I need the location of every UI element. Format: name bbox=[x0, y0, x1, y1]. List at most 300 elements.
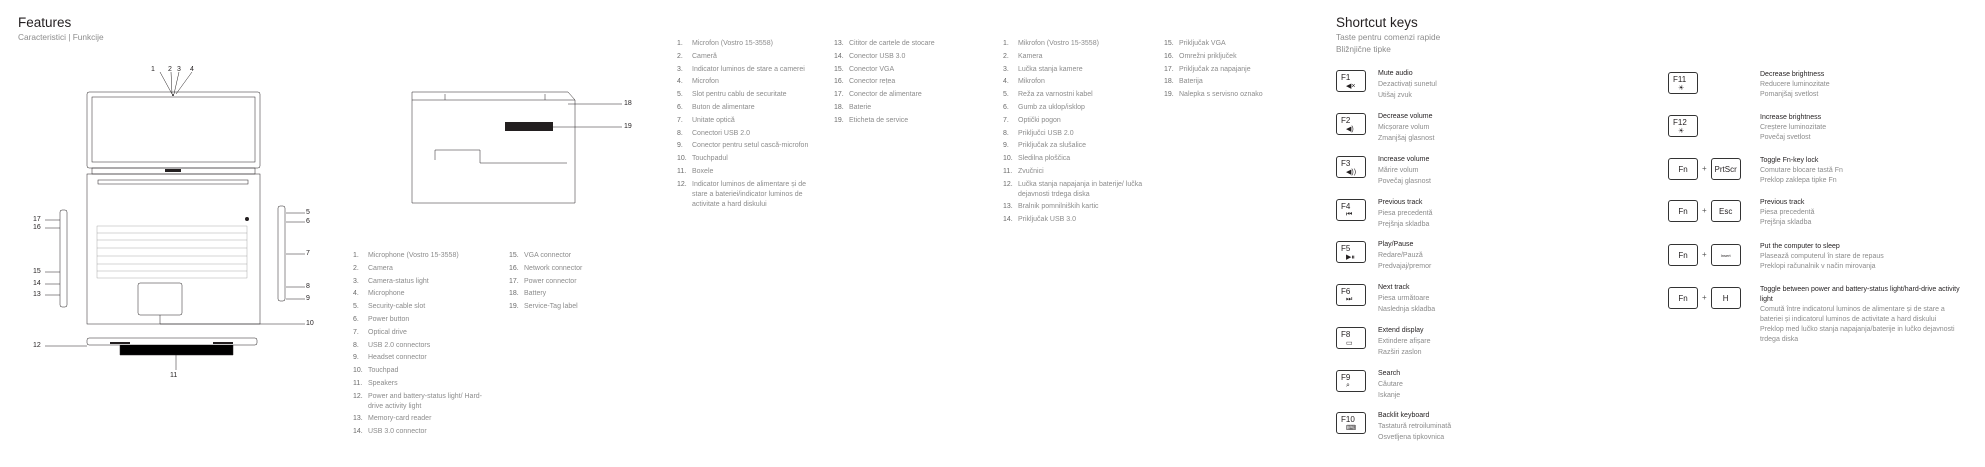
shortcut-description bbox=[1378, 197, 1548, 230]
key-label: Fn bbox=[1678, 293, 1688, 303]
callout-1: 1 bbox=[151, 66, 155, 73]
feature-list-item bbox=[1003, 115, 1148, 128]
feature-list-item bbox=[353, 365, 493, 378]
dell-badge bbox=[165, 169, 181, 172]
feature-list-item bbox=[677, 76, 822, 89]
feature-number: 3. bbox=[677, 65, 683, 73]
feature-label: Power button bbox=[368, 315, 410, 323]
feature-label: Nalepka s servisno oznako bbox=[1179, 91, 1263, 99]
feature-number: 5. bbox=[1003, 91, 1009, 99]
shortcut-desc-hr: Iskanje bbox=[1378, 392, 1401, 399]
feature-label: VGA connector bbox=[524, 252, 572, 259]
feature-label: Priključak za slušalice bbox=[1018, 142, 1087, 150]
feature-list-item bbox=[677, 166, 822, 179]
shortcut-keys-title: Shortcut keys bbox=[1336, 15, 1418, 30]
feature-label: Cameră bbox=[692, 52, 717, 60]
feature-label: Bralnik pomnilniških kartic bbox=[1018, 203, 1099, 211]
feature-number: 4. bbox=[353, 290, 359, 298]
key-label: Insert bbox=[1720, 252, 1731, 258]
feature-list-item bbox=[677, 64, 822, 77]
shortcut-desc-ro: Căutare bbox=[1378, 381, 1403, 388]
shortcut-description bbox=[1378, 239, 1548, 272]
feature-label: Camera-status light bbox=[368, 277, 429, 285]
key-f11 bbox=[1668, 72, 1698, 94]
feature-list-item bbox=[677, 180, 822, 209]
feature-label: Lučka stanja napajanja in baterije/ lučka dejavnosti trdega diska bbox=[1018, 181, 1143, 198]
feature-label: Microfon (Vostro 15-3558) bbox=[692, 40, 773, 47]
shortcut-desc-hr: Prejšnja skladba bbox=[1760, 219, 1812, 226]
feature-label: Microfon bbox=[692, 78, 719, 86]
shortcut-key-combo bbox=[1668, 200, 1741, 222]
key-label: Fn bbox=[1678, 206, 1688, 216]
key-fn bbox=[1668, 200, 1698, 222]
brightness-icon: ☀ bbox=[1678, 85, 1685, 92]
shortcut-description bbox=[1378, 410, 1548, 443]
feature-label: Slot pentru cablu de securitate bbox=[692, 91, 787, 99]
feature-label: Reža za varnostni kabel bbox=[1018, 91, 1093, 99]
feature-number: 1. bbox=[677, 40, 683, 47]
features-title: Features bbox=[18, 15, 72, 30]
feature-label: Sledilna ploščica bbox=[1018, 155, 1071, 163]
feature-list-item bbox=[677, 153, 822, 166]
callout-8: 8 bbox=[306, 283, 310, 290]
key-label: Esc bbox=[1719, 206, 1733, 216]
shortcut-desc-hr: Pomanjšaj svetlost bbox=[1760, 91, 1819, 98]
key-label: H bbox=[1722, 293, 1729, 303]
feature-number: 9. bbox=[1003, 142, 1009, 150]
feature-number: 3. bbox=[1003, 65, 1009, 73]
feature-label: Camera bbox=[368, 264, 393, 272]
feature-label: Indicator luminos de alimentare și de stare a bateriei/indicator luminos de activitate a hard diskului bbox=[692, 181, 807, 208]
key-prtscr bbox=[1711, 158, 1741, 180]
feature-label: Power connector bbox=[524, 277, 577, 285]
touchpad bbox=[138, 283, 182, 315]
shortcut-desc-ro: Redare/Pauză bbox=[1378, 252, 1423, 259]
shortcut-description bbox=[1378, 68, 1548, 101]
shortcut-key-combo bbox=[1668, 158, 1741, 180]
keyboard bbox=[97, 226, 247, 278]
feature-label: Baterija bbox=[1179, 78, 1203, 86]
feature-label: USB 2.0 connectors bbox=[368, 341, 431, 349]
feature-label: Touchpad bbox=[368, 367, 399, 375]
feature-label: Indicator luminos de stare a camerei bbox=[692, 65, 805, 73]
shortcut-desc-ro: Piesa precedentă bbox=[1378, 210, 1433, 217]
shortcut-desc-en: Decrease brightness bbox=[1760, 71, 1825, 78]
feature-label: USB 3.0 connector bbox=[368, 427, 427, 435]
feature-list-item bbox=[1003, 102, 1148, 115]
previous-track-icon: ⏮ bbox=[1346, 211, 1353, 218]
shortcut-desc-en: Toggle Fn-key lock bbox=[1760, 157, 1819, 164]
shortcut-description bbox=[1760, 156, 1960, 186]
feature-list-item bbox=[834, 115, 964, 128]
feature-label: Conectori USB 2.0 bbox=[692, 129, 750, 137]
shortcut-desc-hr: Preklop zaklepa tipke Fn bbox=[1760, 177, 1837, 184]
shortcut-desc-ro: Mărire volum bbox=[1378, 167, 1419, 174]
shortcut-key-combo bbox=[1668, 287, 1741, 309]
feature-list-item bbox=[353, 413, 493, 426]
features-subtitle: Caracteristici | Funkcije bbox=[18, 32, 104, 42]
feature-list-item bbox=[1003, 51, 1148, 64]
shortcut-desc-en: Increase volume bbox=[1378, 156, 1430, 163]
feature-list-item bbox=[1003, 153, 1148, 166]
feature-list-item bbox=[509, 276, 619, 289]
feature-label: Kamera bbox=[1018, 52, 1043, 60]
shortcut-desc-en: Decrease volume bbox=[1378, 113, 1433, 120]
shortcut-desc-hr: Preklop med lučko stanja napajanja/baterije in lučko dejavnosti trdega diska bbox=[1760, 326, 1955, 343]
key-f2 bbox=[1336, 113, 1366, 135]
shortcut-desc-ro: Dezactivați sunetul bbox=[1378, 81, 1437, 88]
feature-label: Microphone bbox=[368, 290, 405, 298]
feature-list-item bbox=[677, 128, 822, 141]
key-esc bbox=[1711, 200, 1741, 222]
feature-label: Lučka stanja kamere bbox=[1018, 65, 1083, 73]
shortcut-desc-hr: Prejšnja skladba bbox=[1378, 221, 1430, 228]
feature-label: Gumb za uklop/isklop bbox=[1018, 103, 1085, 111]
shortcut-description bbox=[1378, 111, 1548, 144]
feature-list-item bbox=[834, 51, 964, 64]
feature-number: 15. bbox=[1164, 40, 1174, 47]
keyboard-backlight-icon: ⌨ bbox=[1346, 425, 1357, 432]
feature-list-item bbox=[1164, 38, 1294, 51]
feature-label: Security-cable slot bbox=[368, 303, 426, 311]
feature-number: 17. bbox=[509, 277, 519, 285]
feature-label: Power and battery-status light/ Hard-drive activity light bbox=[368, 393, 482, 410]
feature-label: Mikrofon (Vostro 15-3558) bbox=[1018, 40, 1099, 47]
key-label: F6 bbox=[1341, 287, 1351, 296]
key-label: Fn bbox=[1678, 250, 1688, 260]
shortcut-desc-en: Next track bbox=[1378, 284, 1410, 291]
feature-label: Priključci USB 2.0 bbox=[1018, 129, 1074, 137]
shortcut-desc-ro: Reducere luminozitate bbox=[1760, 81, 1830, 88]
feature-number: 2. bbox=[353, 264, 359, 272]
shortcut-key-combo bbox=[1668, 115, 1698, 137]
feature-list-item bbox=[1003, 64, 1148, 77]
feature-list-item bbox=[1003, 166, 1148, 179]
key-fn bbox=[1668, 158, 1698, 180]
shortcut-desc-hr: Predvajaj/premor bbox=[1378, 263, 1432, 270]
key-label: F3 bbox=[1341, 159, 1351, 168]
shortcut-description bbox=[1760, 70, 1960, 100]
feature-number: 6. bbox=[1003, 103, 1009, 111]
feature-list-item bbox=[1003, 201, 1148, 214]
feature-number: 17. bbox=[834, 91, 844, 99]
callout-14: 14 bbox=[33, 280, 41, 287]
play-pause-icon: ▶⏸ bbox=[1346, 254, 1355, 261]
key-label: F11 bbox=[1673, 75, 1687, 84]
callout-17: 17 bbox=[33, 216, 41, 223]
callout-12: 12 bbox=[33, 342, 41, 349]
feature-list-item bbox=[1003, 180, 1148, 199]
feature-list-item bbox=[353, 314, 493, 327]
shortcut-description bbox=[1760, 198, 1960, 228]
feature-list-item bbox=[1164, 76, 1294, 89]
key-f6 bbox=[1336, 284, 1366, 306]
feature-list-en-1 bbox=[353, 250, 493, 439]
shortcut-description bbox=[1760, 242, 1960, 272]
feature-list-item bbox=[677, 89, 822, 102]
feature-list-item bbox=[353, 426, 493, 439]
plus-sign: + bbox=[1702, 250, 1707, 259]
laptop-bottom-view bbox=[412, 92, 575, 203]
feature-label: Touchpadul bbox=[692, 155, 728, 163]
feature-number: 6. bbox=[677, 103, 683, 111]
feature-label: Unitate optică bbox=[692, 116, 735, 124]
callout-13: 13 bbox=[33, 291, 41, 298]
key-label: F1 bbox=[1341, 73, 1351, 82]
feature-list-item bbox=[1164, 64, 1294, 77]
feature-number: 14. bbox=[834, 52, 844, 60]
search-icon: ⌕ bbox=[1346, 382, 1350, 389]
key-label: F4 bbox=[1341, 202, 1351, 211]
feature-number: 7. bbox=[677, 116, 683, 124]
key-fn bbox=[1668, 244, 1698, 266]
feature-list-item bbox=[509, 250, 619, 263]
key-f8 bbox=[1336, 327, 1366, 349]
feature-label: Priključak VGA bbox=[1179, 40, 1226, 47]
feature-number: 16. bbox=[834, 78, 844, 86]
feature-number: 1. bbox=[1003, 40, 1009, 47]
shortcut-desc-hr: Razširi zaslon bbox=[1378, 349, 1422, 356]
volume-up-icon: ◀)) bbox=[1346, 169, 1357, 176]
key-f3 bbox=[1336, 156, 1366, 178]
feature-number: 5. bbox=[353, 303, 359, 311]
feature-list-item bbox=[1003, 214, 1148, 227]
callout-11: 11 bbox=[170, 372, 178, 379]
callout-6: 6 bbox=[306, 218, 310, 225]
shortcut-description bbox=[1760, 285, 1960, 345]
feature-label: Priključak za napajanje bbox=[1179, 65, 1251, 73]
key-label: PrtScr bbox=[1714, 164, 1737, 174]
shortcut-desc-en: Extend display bbox=[1378, 327, 1424, 334]
shortcut-desc-en: Search bbox=[1378, 370, 1401, 377]
feature-number: 13. bbox=[1003, 203, 1013, 211]
feature-list-item bbox=[1003, 89, 1148, 102]
shortcut-description bbox=[1378, 282, 1548, 315]
feature-number: 14. bbox=[353, 427, 363, 435]
callout-10: 10 bbox=[306, 320, 314, 327]
feature-number: 8. bbox=[677, 129, 683, 137]
feature-list-ro-1 bbox=[677, 38, 822, 211]
feature-label: Microphone (Vostro 15-3558) bbox=[368, 252, 459, 259]
volume-down-icon: ◀) bbox=[1346, 126, 1354, 133]
feature-list-item bbox=[834, 38, 964, 51]
shortcut-desc-ro: Comută între indicatorul luminos de alimentare și de stare a bateriei și indicatorul luminos de activitate a hard diskului bbox=[1760, 306, 1945, 323]
battery bbox=[505, 122, 553, 131]
feature-list-item bbox=[1164, 89, 1294, 102]
plus-sign: + bbox=[1702, 164, 1707, 173]
feature-label: Baterie bbox=[849, 103, 872, 111]
laptop-diagram bbox=[0, 0, 660, 400]
feature-label: Conector VGA bbox=[849, 65, 895, 73]
feature-list-item bbox=[1003, 140, 1148, 153]
shortcut-desc-en: Put the computer to sleep bbox=[1760, 243, 1840, 250]
feature-list-item bbox=[353, 250, 493, 263]
plus-sign: + bbox=[1702, 293, 1707, 302]
callout-5: 5 bbox=[306, 209, 310, 216]
feature-list-item bbox=[677, 102, 822, 115]
shortcut-desc-en: Backlit keyboard bbox=[1378, 412, 1430, 419]
feature-number: 16. bbox=[1164, 52, 1174, 60]
key-h bbox=[1711, 287, 1741, 309]
feature-number: 19. bbox=[509, 303, 519, 311]
feature-list-item bbox=[1003, 38, 1148, 51]
feature-number: 11. bbox=[677, 167, 687, 175]
shortcut-desc-ro: Creștere luminozitate bbox=[1760, 124, 1827, 131]
feature-label: Memory-card reader bbox=[368, 415, 432, 423]
key-f10 bbox=[1336, 412, 1366, 434]
shortcut-description bbox=[1378, 325, 1548, 358]
feature-number: 16. bbox=[509, 264, 519, 272]
callout-9: 9 bbox=[306, 295, 310, 302]
shortcut-desc-ro: Tastatură retroiluminată bbox=[1378, 423, 1452, 430]
feature-number: 7. bbox=[1003, 116, 1009, 124]
feature-list-item bbox=[1003, 76, 1148, 89]
key-f1 bbox=[1336, 70, 1366, 92]
feature-list-item bbox=[834, 76, 964, 89]
feature-number: 12. bbox=[1003, 181, 1013, 189]
feature-number: 9. bbox=[677, 142, 683, 150]
feature-list-item bbox=[509, 263, 619, 276]
key-label: F2 bbox=[1341, 116, 1351, 125]
feature-list-item bbox=[677, 115, 822, 128]
feature-label: Zvučnici bbox=[1018, 167, 1044, 175]
feature-list-item bbox=[353, 288, 493, 301]
feature-list-item bbox=[1164, 51, 1294, 64]
feature-list-item bbox=[353, 276, 493, 289]
feature-label: Conector de alimentare bbox=[849, 91, 922, 99]
key-label: Fn bbox=[1678, 164, 1688, 174]
callout-16: 16 bbox=[33, 224, 41, 231]
camera-dot bbox=[172, 94, 174, 96]
key-label: F12 bbox=[1673, 118, 1687, 127]
shortcut-description bbox=[1378, 368, 1548, 401]
shortcut-desc-hr: Utišaj zvuk bbox=[1378, 92, 1412, 99]
feature-number: 2. bbox=[677, 52, 683, 60]
feature-number: 4. bbox=[677, 78, 683, 86]
feature-list-hr-1 bbox=[1003, 38, 1148, 227]
key-f9 bbox=[1336, 370, 1366, 392]
key-f4 bbox=[1336, 199, 1366, 221]
feature-number: 10. bbox=[677, 155, 687, 163]
feature-number: 10. bbox=[1003, 155, 1013, 163]
shortcut-desc-ro: Plasează computerul în stare de repaus bbox=[1760, 253, 1884, 260]
feature-label: Speakers bbox=[368, 379, 398, 387]
key-f12 bbox=[1668, 115, 1698, 137]
feature-number: 8. bbox=[353, 341, 359, 349]
feature-label: Priključak USB 3.0 bbox=[1018, 215, 1076, 223]
feature-number: 11. bbox=[1003, 167, 1013, 175]
laptop-left-side bbox=[60, 210, 67, 307]
feature-list-item bbox=[509, 301, 619, 314]
feature-list-item bbox=[1003, 128, 1148, 141]
key-fn bbox=[1668, 287, 1698, 309]
feature-list-item bbox=[834, 89, 964, 102]
feature-number: 4. bbox=[1003, 78, 1009, 86]
feature-list-item bbox=[353, 340, 493, 353]
feature-label: Buton de alimentare bbox=[692, 103, 755, 111]
feature-list-ro-2 bbox=[834, 38, 964, 128]
feature-list-hr-2 bbox=[1164, 38, 1294, 102]
feature-number: 12. bbox=[353, 393, 363, 401]
feature-number: 13. bbox=[353, 415, 363, 423]
callout-15: 15 bbox=[33, 268, 41, 275]
shortcut-desc-hr: Povečaj svetlost bbox=[1760, 134, 1811, 141]
shortcut-key-combo bbox=[1668, 72, 1698, 94]
feature-label: Cititor de cartele de stocare bbox=[849, 40, 935, 47]
feature-label: Service-Tag label bbox=[524, 303, 578, 311]
laptop-top-view bbox=[87, 92, 260, 324]
feature-label: Optical drive bbox=[368, 328, 407, 336]
shortcut-description bbox=[1760, 113, 1960, 143]
key-label: F8 bbox=[1341, 330, 1351, 339]
feature-number: 17. bbox=[1164, 65, 1174, 73]
shortcut-desc-ro: Micșorare volum bbox=[1378, 124, 1430, 131]
feature-number: 8. bbox=[1003, 129, 1009, 137]
shortcut-desc-en: Previous track bbox=[1378, 199, 1423, 206]
feature-number: 15. bbox=[834, 65, 844, 73]
shortcut-desc-ro: Comutare blocare tastă Fn bbox=[1760, 167, 1843, 174]
brightness-icon: ☀ bbox=[1678, 128, 1685, 135]
feature-number: 19. bbox=[834, 116, 844, 124]
feature-number: 11. bbox=[353, 379, 363, 387]
feature-list-item bbox=[353, 352, 493, 365]
feature-list-item bbox=[353, 327, 493, 340]
shortcut-description bbox=[1378, 154, 1548, 187]
shortcut-desc-hr: Naslednja skladba bbox=[1378, 306, 1436, 313]
feature-list-item bbox=[353, 301, 493, 314]
feature-number: 14. bbox=[1003, 215, 1013, 223]
shortcut-desc-en: Increase brightness bbox=[1760, 114, 1822, 121]
feature-label: Network connector bbox=[524, 264, 583, 272]
feature-number: 18. bbox=[1164, 78, 1174, 86]
feature-number: 3. bbox=[353, 277, 359, 285]
shortcut-desc-en: Toggle between power and battery-status light/hard-drive activity light bbox=[1760, 286, 1960, 303]
feature-label: Optički pogon bbox=[1018, 116, 1061, 124]
feature-number: 10. bbox=[353, 367, 363, 375]
key-insert bbox=[1711, 244, 1741, 266]
feature-label: Conector USB 3.0 bbox=[849, 52, 906, 60]
callout-2: 2 bbox=[168, 66, 172, 73]
feature-number: 13. bbox=[834, 40, 844, 47]
shortcut-desc-hr: Preklopi računalnik v način mirovanja bbox=[1760, 263, 1876, 270]
feature-number: 19. bbox=[1164, 91, 1174, 99]
feature-label: Battery bbox=[524, 290, 547, 298]
feature-number: 2. bbox=[1003, 52, 1009, 60]
feature-list-item bbox=[353, 263, 493, 276]
feature-list-item bbox=[677, 140, 822, 153]
feature-label: Headset connector bbox=[368, 354, 427, 362]
feature-number: 7. bbox=[353, 328, 359, 336]
feature-number: 12. bbox=[677, 181, 687, 189]
feature-list-item bbox=[353, 392, 493, 411]
speaker-mute-icon: ◀× bbox=[1346, 83, 1356, 90]
callout-19: 19 bbox=[624, 123, 632, 130]
feature-list-item bbox=[353, 378, 493, 391]
shortcut-desc-en: Play/Pause bbox=[1378, 241, 1414, 248]
feature-number: 1. bbox=[353, 252, 359, 259]
feature-label: Boxele bbox=[692, 167, 714, 175]
shortcut-keys-subtitle-hr: Bližnjične tipke bbox=[1336, 44, 1391, 54]
shortcut-desc-hr: Zmanjšaj glasnost bbox=[1378, 135, 1435, 142]
feature-number: 18. bbox=[834, 103, 844, 111]
feature-label: Conector pentru setul cască-microfon bbox=[692, 142, 809, 150]
feature-list-item bbox=[834, 102, 964, 115]
feature-list-item bbox=[677, 51, 822, 64]
feature-number: 15. bbox=[509, 252, 519, 259]
next-track-icon: ⏭ bbox=[1346, 296, 1353, 303]
callout-4: 4 bbox=[190, 66, 194, 73]
feature-list-item bbox=[677, 38, 822, 51]
